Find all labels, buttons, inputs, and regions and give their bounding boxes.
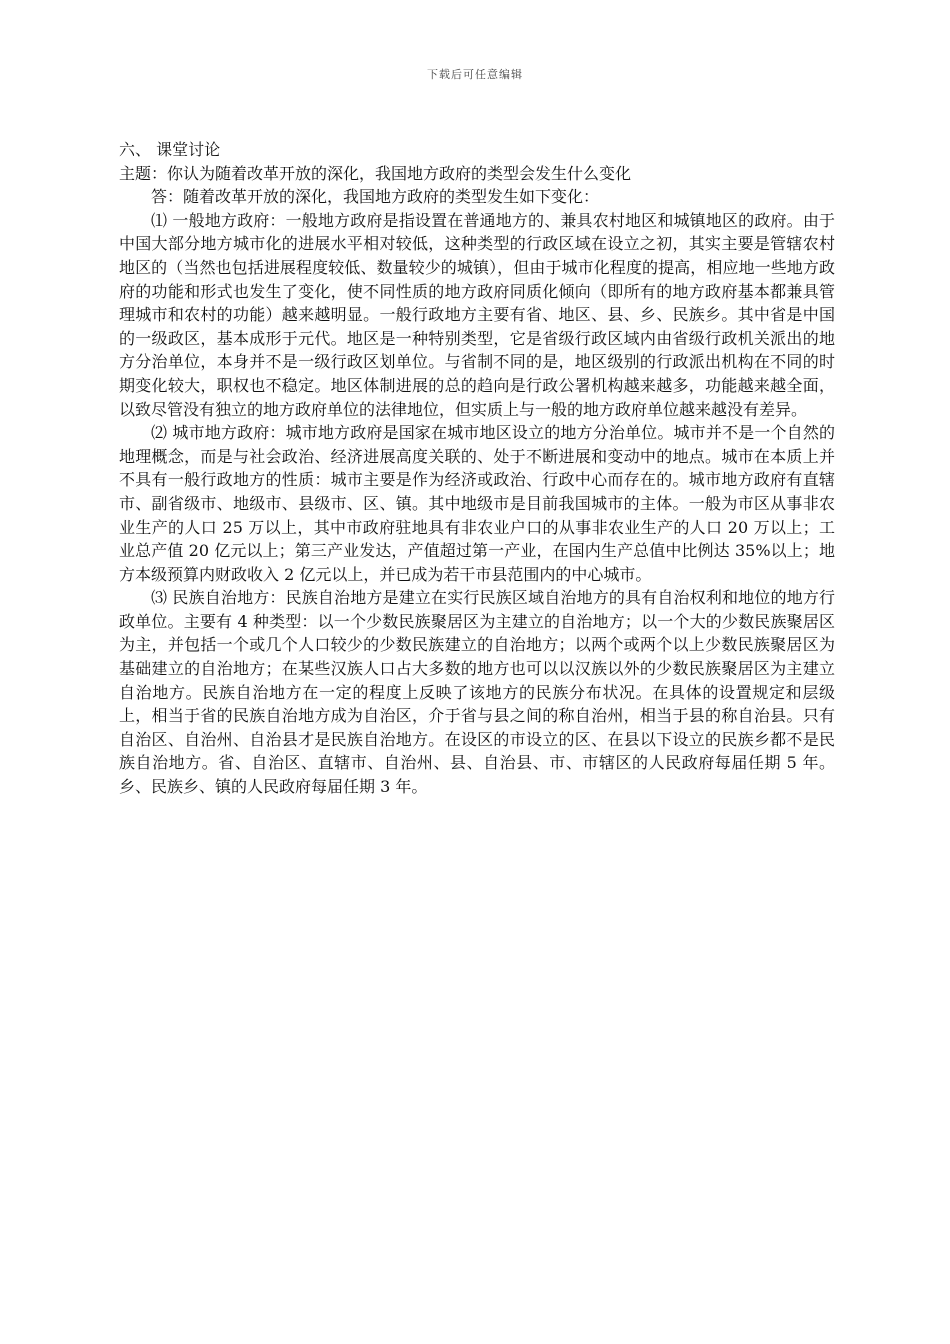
page-header: 下载后可任意编辑: [427, 68, 523, 81]
paragraph-ethnic-autonomous-areas: ⑶ 民族自治地方：民族自治地方是建立在实行民族区域自治地方的具有自治权利和地位的地方行政单位。主要有 4 种类型：以一个少数民族聚居区为主建立的自治地方；以一个大的少数民族聚居区为主，并包括一个或几个人口较少的少数民族建立的自治地方；以两个或两个以上少数民族聚居区为基础建立的自治地方；在某些汉族人口占大多数的地方也可以以汉族以外的少数民族聚居区为主建立自治地方。民族自治地方在一定的程度上反映了该地方的民族分布状况。在具体的设置规定和层级上，相当于省的民族自治地方成为自治区，介于省与县之间的称自治州，相当于县的称自治县。只有自治区、自治州、自治县才是民族自治地方。在设区的市设立的区、在县以下设立的民族乡都不是民族自治地方。省、自治区、直辖市、自治州、县、自治县、市、市辖区的人民政府每届任期 5 年。乡、民族乡、镇的人民政府每届任期 3 年。: [119, 588, 835, 797]
answer-intro: 答：随着改革开放的深化，我国地方政府的类型发生如下变化：: [151, 187, 600, 207]
topic-line: 主题：你认为随着改革开放的深化，我国地方政府的类型会发生什么变化: [119, 163, 632, 183]
section-title: 六、 课堂讨论: [119, 140, 221, 159]
paragraph-general-local-government: ⑴ 一般地方政府：一般地方政府是指设置在普通地方的、兼具农村地区和城镇地区的政府。由于中国大部分地方城市化的进展水平相对较低，这种类型的行政区域在设立之初，其实主要是管辖农村地区的（当然也包括进展程度较低、数量较少的城镇），但由于城市化程度的提高，相应地一些地方政府的功能和形式也发生了变化，使不同性质的地方政府同质化倾向（即所有的地方政府基本都兼具管理城市和农村的功能）越来越明显。一般行政地方主要有省、地区、县、乡、民族乡。其中省是中国的一级政区，基本成形于元代。地区是一种特别类型，它是省级行政区域内由省级行政机关派出的地方分治单位，本身并不是一级行政区划单位。与省制不同的是，地区级别的行政派出机构在不同的时期变化较大，职权也不稳定。地区体制进展的总的趋向是行政公署机构越来越多，功能越来越全面，以致尽管没有独立的地方政府单位的法律地位，但实质上与一般的地方政府单位越来越没有差异。: [119, 210, 835, 419]
document-body: [119, 138, 835, 799]
paragraph-city-local-government: ⑵ 城市地方政府：城市地方政府是国家在城市地区设立的地方分治单位。城市并不是一个自然的地理概念，而是与社会政治、经济进展高度关联的、处于不断进展和变动中的地点。城市在本质上并不具有一般行政地方的性质：城市主要是作为经济或政治、行政中心而存在的。城市地方政府有直辖市、副省级市、地级市、县级市、区、镇。其中地级市是目前我国城市的主体。一般为市区从事非农业生产的人口 25 万以上，其中市政府驻地具有非农业户口的从事非农业生产的人口 20 万以上；工业总产值 20 亿元以上；第三产业发达，产值超过第一产业，在国内生产总值中比例达 35%以上；地方本级预算内财政收入 2 亿元以上，并已成为若干市县范围内的中心城市。: [119, 423, 835, 584]
